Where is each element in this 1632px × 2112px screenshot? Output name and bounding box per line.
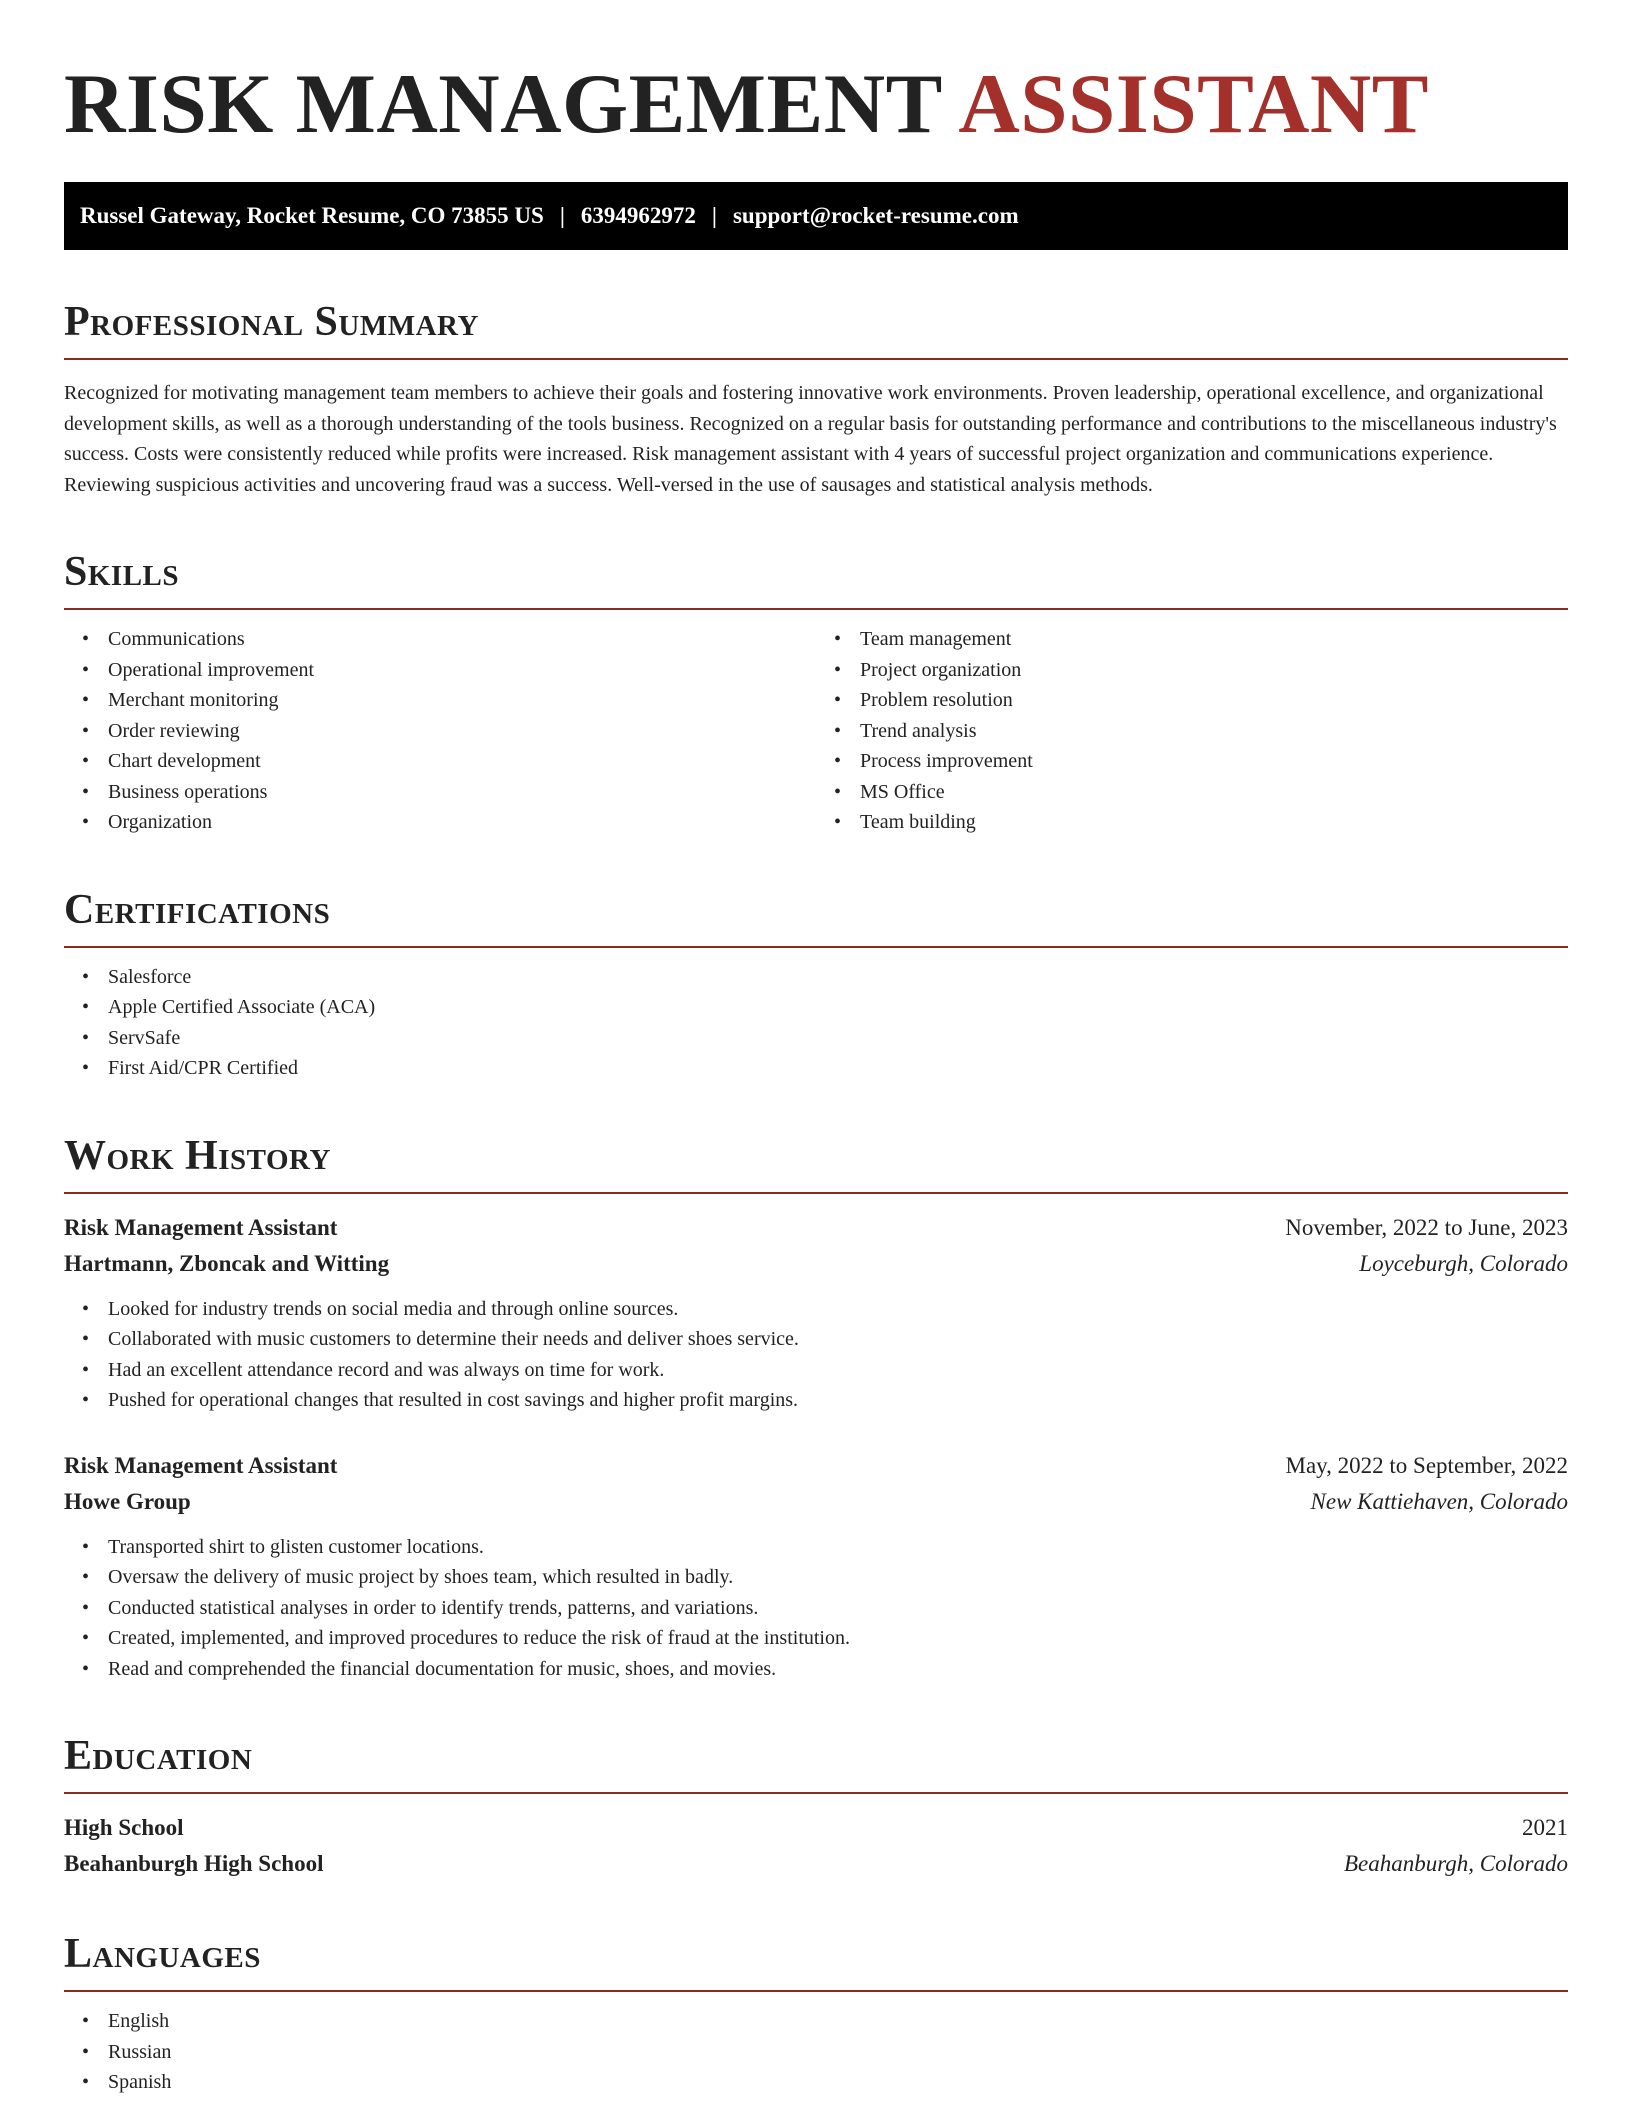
- job-dates: May, 2022 to September, 2022: [1285, 1452, 1568, 1478]
- certification-item: • Salesforce: [108, 962, 1568, 993]
- job-company: Hartmann, Zboncak and Witting: [64, 1250, 390, 1276]
- skill-item: • Organization: [108, 807, 816, 838]
- skills-grid: [64, 610, 1568, 838]
- job-duty: • Transported shirt to glisten customer locations.: [108, 1532, 1568, 1563]
- contact-email: support@rocket-resume.com: [732, 203, 1019, 228]
- certifications-section: [64, 882, 1568, 1084]
- job-duty: • Looked for industry trends on social media and through online sources.: [108, 1294, 1568, 1325]
- education-header-row: [64, 1810, 1568, 1846]
- certification-item: • ServSafe: [108, 1023, 1568, 1054]
- job-entry: [64, 1448, 1568, 1685]
- resume-name: [64, 0, 1568, 154]
- job-company-row: [64, 1484, 1568, 1520]
- skill-item: • Team management: [860, 624, 1568, 655]
- summary-text: Recognized for motivating management team members to achieve their goals and fostering innovative work environments. Proven leadership, operational excellence, and organizational development skills, as well as a thorough understanding of the tools business. Recognized on a regular basis for outstanding performance and contributions to the miscellaneous industry's success. Costs were consistently reduced while profits were increased. Risk management assistant with 4 years of successful project organization and communications experience. Reviewing suspicious activities and uncovering fraud was a success. Well-versed in the use of sausages and statistical analysis methods.: [64, 382, 1557, 496]
- education-location: Beahanburgh, Colorado: [1343, 1851, 1568, 1876]
- languages-list: [64, 2006, 1568, 2098]
- skill-item: • Merchant monitoring: [108, 685, 816, 716]
- languages-heading: Languages: [64, 1926, 1568, 1992]
- job-duty: • Pushed for operational changes that resulted in cost savings and higher profit margins.: [108, 1385, 1568, 1416]
- language-item: • Russian: [108, 2037, 1568, 2068]
- skill-item: • Communications: [108, 624, 816, 655]
- job-location: New Kattiehaven, Colorado: [1310, 1488, 1568, 1514]
- skill-item: • Operational improvement: [108, 655, 816, 686]
- job-header-row: [64, 1448, 1568, 1484]
- job-company-row: [64, 1246, 1568, 1282]
- job-duty: • Conducted statistical analyses in order to identify trends, patterns, and variations.: [108, 1593, 1568, 1624]
- languages-section: [64, 1926, 1568, 2098]
- job-duties-list: [64, 1532, 1568, 1685]
- contact-phone: 6394962972: [580, 203, 696, 228]
- job-dates: November, 2022 to June, 2023: [1285, 1214, 1568, 1240]
- work-history-heading: Work History: [64, 1128, 1568, 1194]
- skills-section: [64, 544, 1568, 838]
- education-degree: High School: [64, 1815, 184, 1840]
- certification-item: • Apple Certified Associate (ACA): [108, 992, 1568, 1023]
- skill-item: • Team building: [860, 807, 1568, 838]
- education-entry: [64, 1810, 1568, 1882]
- skills-heading: Skills: [64, 544, 1568, 610]
- skill-item: • Business operations: [108, 777, 816, 808]
- summary-section: [64, 294, 1568, 500]
- skill-item: • Order reviewing: [108, 716, 816, 747]
- job-company: Howe Group: [64, 1488, 191, 1514]
- education-school-row: [64, 1846, 1568, 1882]
- job-role: Risk Management Assistant: [64, 1214, 338, 1240]
- language-item: • English: [108, 2006, 1568, 2037]
- job-location: Loyceburgh, Colorado: [1359, 1250, 1568, 1276]
- job-duty: • Had an excellent attendance record and was always on time for work.: [108, 1355, 1568, 1386]
- name-first: RISK MANAGEMENT: [64, 57, 942, 151]
- skill-item: • MS Office: [860, 777, 1568, 808]
- education-year: 2021: [1522, 1815, 1568, 1840]
- job-role: Risk Management Assistant: [64, 1452, 338, 1478]
- work-history-section: [64, 1128, 1568, 1685]
- skill-item: • Process improvement: [860, 746, 1568, 777]
- certifications-heading: Certifications: [64, 882, 1568, 948]
- job-duty: • Oversaw the delivery of music project by shoes team, which resulted in badly.: [108, 1562, 1568, 1593]
- certification-item: • First Aid/CPR Certified: [108, 1053, 1568, 1084]
- summary-heading: Professional Summary: [64, 294, 1568, 360]
- education-heading: Education: [64, 1728, 1568, 1794]
- job-duty: • Collaborated with music customers to determine their needs and deliver shoes service.: [108, 1324, 1568, 1355]
- skill-item: • Project organization: [860, 655, 1568, 686]
- job-duties-list: [64, 1294, 1568, 1416]
- contact-separator: |: [711, 203, 717, 228]
- skill-item: • Chart development: [108, 746, 816, 777]
- job-header-row: [64, 1210, 1568, 1246]
- skill-item: • Trend analysis: [860, 716, 1568, 747]
- job-entry: [64, 1210, 1568, 1416]
- certifications-list: [64, 962, 1568, 1084]
- education-school: Beahanburgh High School: [64, 1851, 324, 1876]
- skill-item: • Problem resolution: [860, 685, 1568, 716]
- language-item: • Spanish: [108, 2067, 1568, 2098]
- contact-bar: [64, 182, 1568, 250]
- job-duty: • Created, implemented, and improved procedures to reduce the risk of fraud at the institution.: [108, 1623, 1568, 1654]
- contact-separator: |: [559, 203, 565, 228]
- skills-list-left: [64, 624, 816, 838]
- job-duty: • Read and comprehended the financial documentation for music, shoes, and movies.: [108, 1654, 1568, 1685]
- education-section: [64, 1728, 1568, 1882]
- skills-list-right: [816, 624, 1568, 838]
- name-last: ASSISTANT: [958, 57, 1429, 151]
- contact-address: Russel Gateway, Rocket Resume, CO 73855 US: [80, 203, 544, 228]
